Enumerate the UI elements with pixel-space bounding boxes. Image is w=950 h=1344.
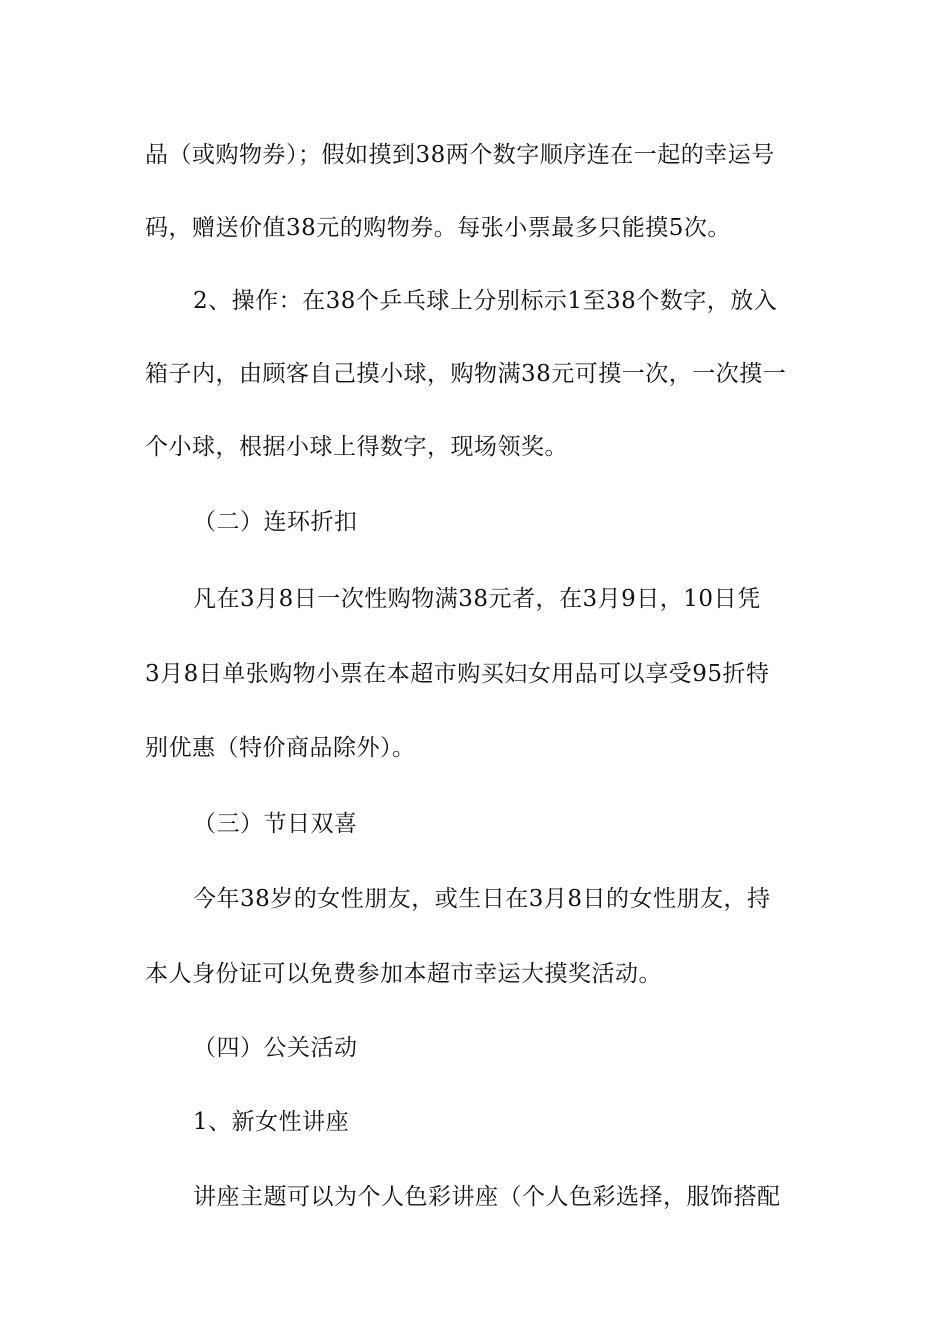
section-heading-2: （二）连环折扣 xyxy=(193,509,358,535)
subsection-heading-1: 1、新女性讲座 xyxy=(193,1109,350,1135)
text-line-3: 2、操作：在38个乒乓球上分别标示1至38个数字，放入 xyxy=(193,288,778,314)
text-line-7: 凡在3月8日一次性购物满38元者，在3月9日，10日凭 xyxy=(193,586,761,612)
section-heading-4: （四）公关活动 xyxy=(193,1035,358,1061)
text-line-2: 码，赠送价值38元的购物券。每张小票最多只能摸5次。 xyxy=(145,215,731,241)
text-line-11: 今年38岁的女性朋友，或生日在3月8日的女性朋友，持 xyxy=(193,886,771,912)
text-line-8: 3月8日单张购物小票在本超市购买妇女用品可以享受95折特 xyxy=(145,661,770,687)
text-line-12: 本人身份证可以免费参加本超市幸运大摸奖活动。 xyxy=(145,961,662,987)
text-line-5: 个小球，根据小球上得数字，现场领奖。 xyxy=(145,434,568,460)
text-line-4: 箱子内，由顾客自己摸小球，购物满38元可摸一次，一次摸一 xyxy=(145,361,787,387)
text-line-15: 讲座主题可以为个人色彩讲座（个人色彩选择，服饰搭配 xyxy=(193,1184,781,1210)
text-line-1: 品（或购物券）；假如摸到38两个数字顺序连在一起的幸运号 xyxy=(145,142,775,168)
text-line-9: 别优惠（特价商品除外）。 xyxy=(145,735,416,761)
section-heading-3: （三）节日双喜 xyxy=(193,811,358,837)
